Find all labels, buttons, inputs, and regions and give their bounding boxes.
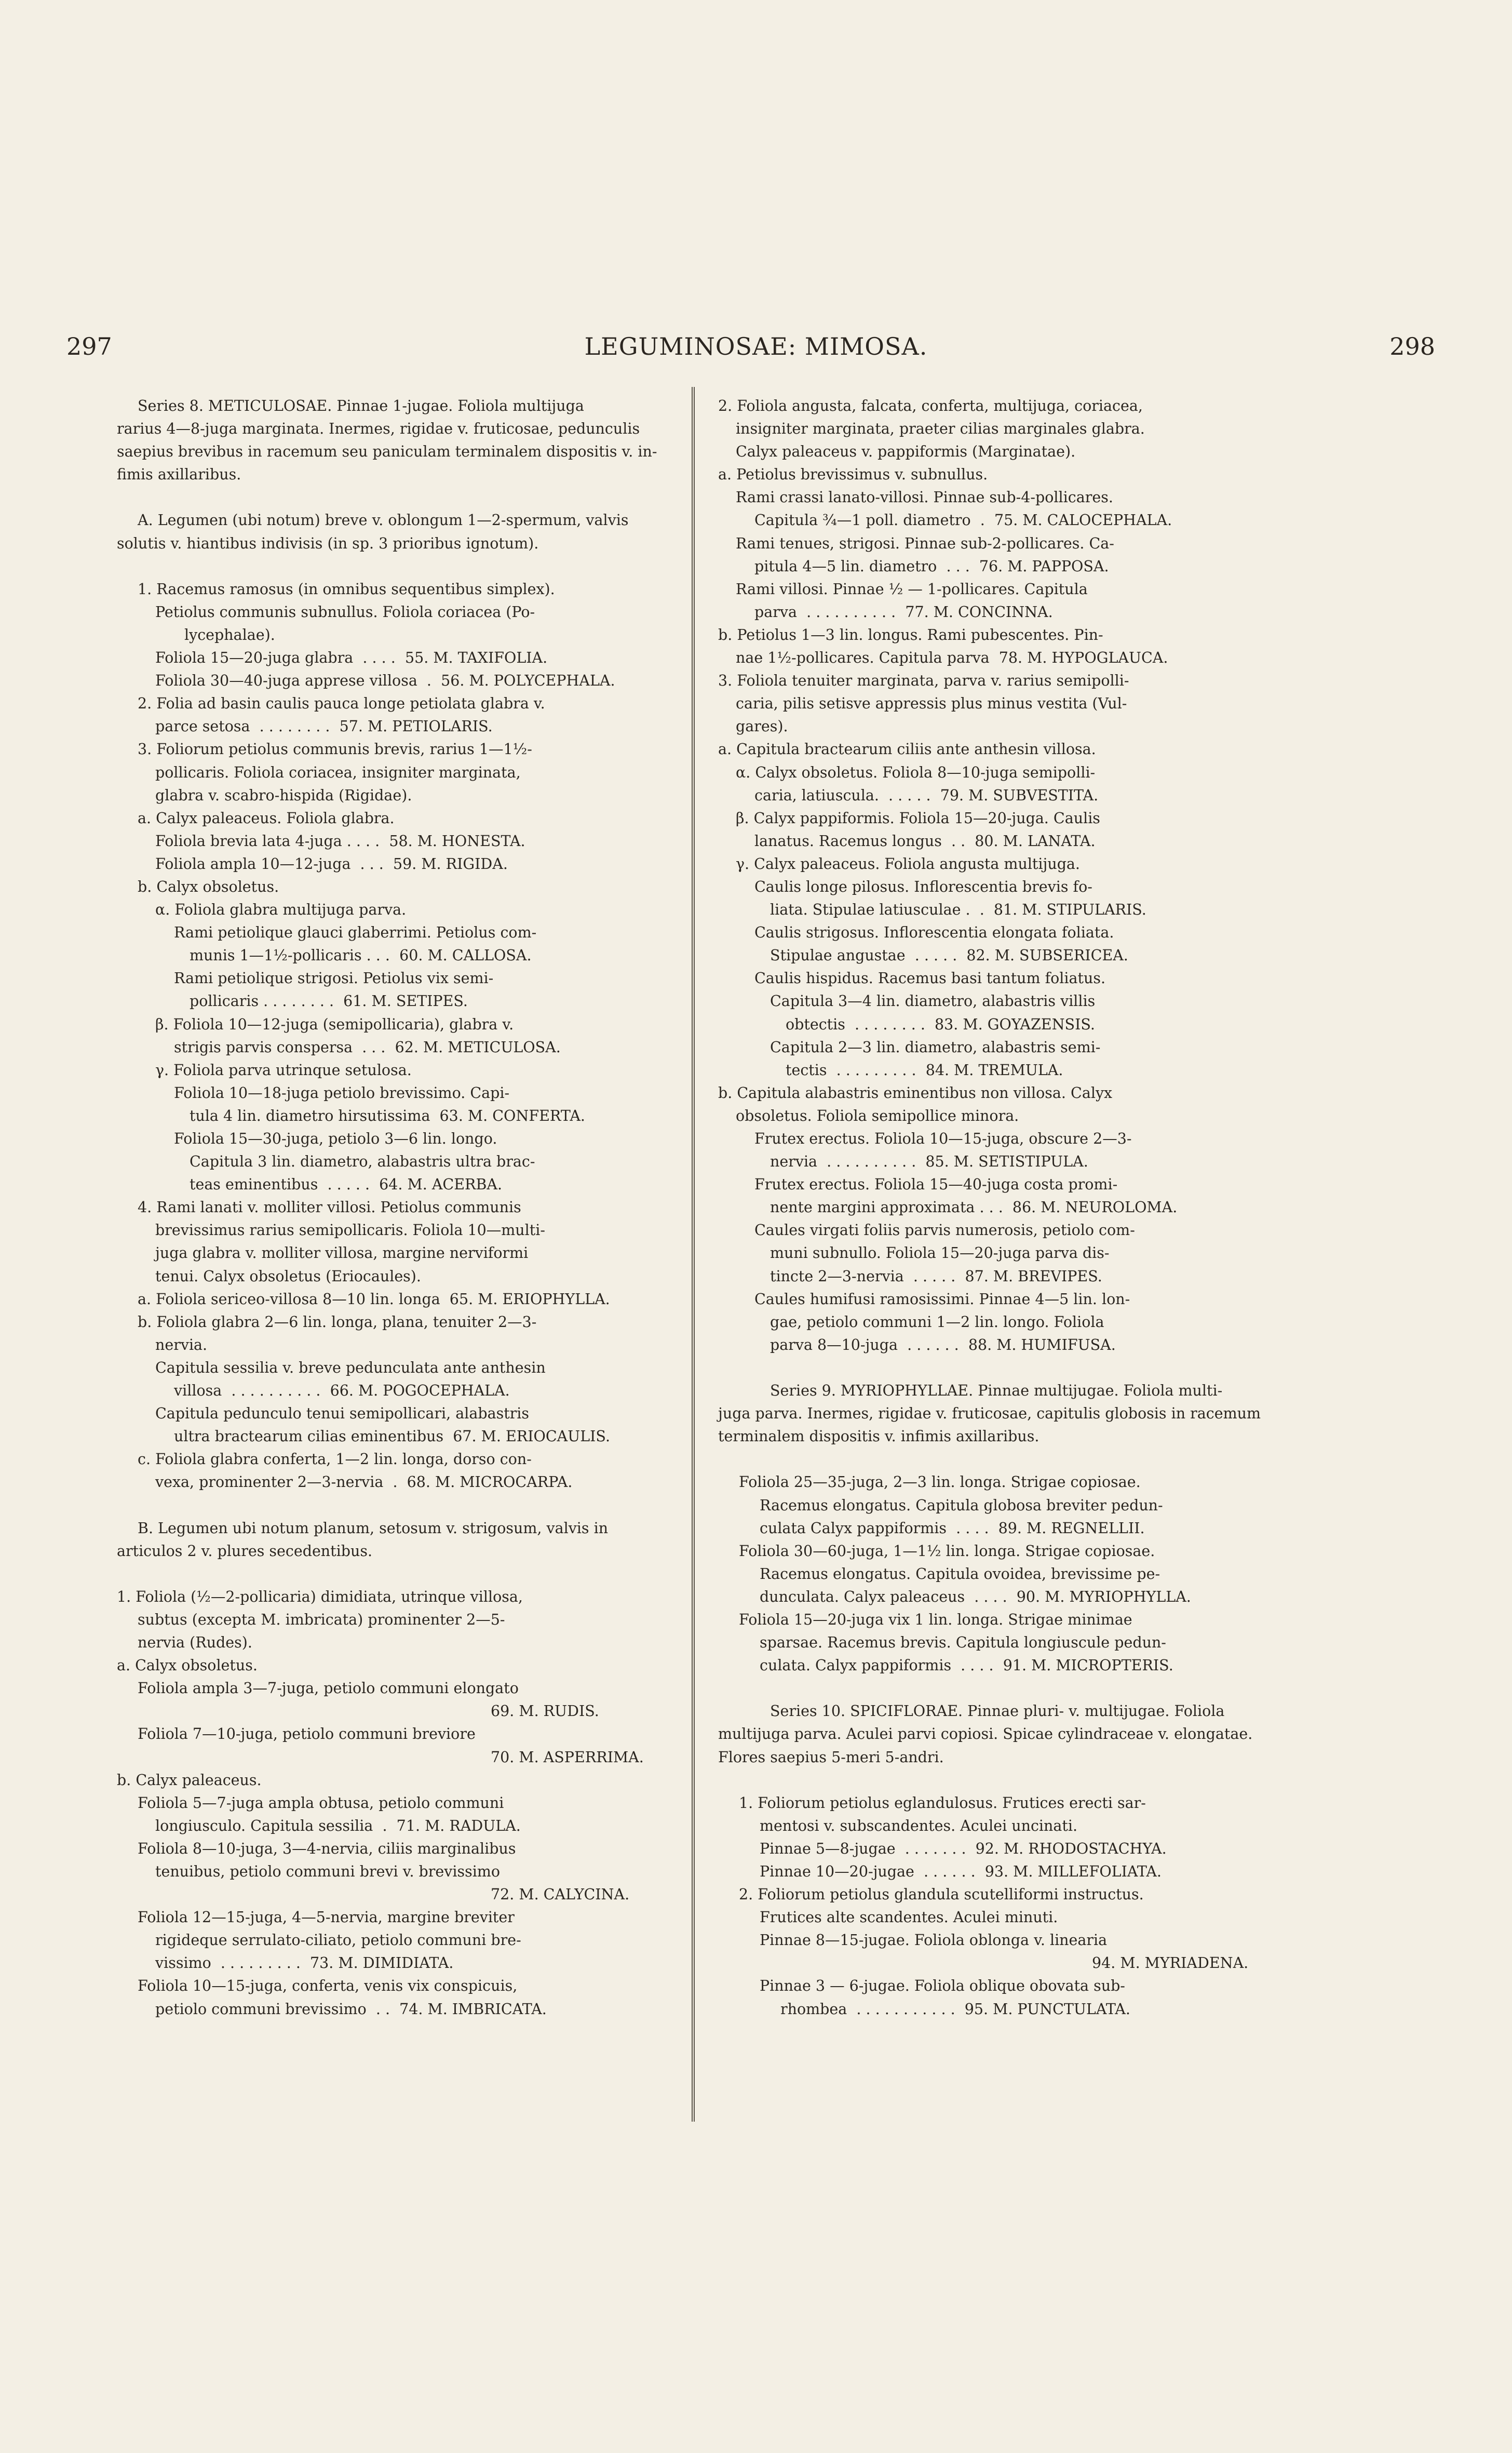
text-line: tincte 2—3-nervia . . . . . 87. M. BREVIPES.: [770, 1267, 1102, 1285]
text-line: culata Calyx pappiformis . . . . 89. M. REGNELLII.: [760, 1519, 1145, 1537]
text-line: 72. M. CALYCINA.: [491, 1886, 630, 1904]
text-line: Foliola 30—40-juga apprese villosa . 56. M. POLYCEPHALA.: [155, 672, 615, 690]
left-column: [117, 395, 678, 2021]
text-line: [117, 555, 678, 578]
text-line: brevissimus rarius semipollicaris. Foliola 10—multi-: [155, 1222, 545, 1239]
text-line: [117, 1563, 678, 1586]
text-line: dunculata. Calyx paleaceus . . . . 90. M. MYRIOPHYLLA.: [760, 1588, 1191, 1605]
text-line: fimis axillaribus.: [117, 466, 241, 484]
text-line: Foliola 7—10-juga, petiolo communi breviore: [138, 1725, 476, 1743]
text-line: [117, 1494, 678, 1517]
text-line: Calyx paleaceus v. pappiformis (Marginatae).: [736, 443, 1076, 461]
text-line: nervia.: [155, 1336, 208, 1353]
text-line: parva . . . . . . . . . . 77. M. CONCINNA.: [754, 603, 1053, 621]
text-line: Foliola 15—30-juga, petiolo 3—6 lin. longo.: [174, 1130, 497, 1147]
text-line: b. Capitula alabastris eminentibus non villosa. Calyx: [718, 1084, 1113, 1102]
text-line: Frutex erectus. Foliola 15—40-juga costa promi-: [754, 1176, 1118, 1194]
text-line: parva 8—10-juga . . . . . . 88. M. HUMIFUSA.: [770, 1336, 1116, 1353]
text-line: 3. Foliorum petiolus communis brevis, rarius 1—1½-: [138, 741, 532, 758]
text-line: rarius 4—8-juga marginata. Inermes, rigidae v. fruticosae, pedunculis: [117, 420, 640, 438]
text-line: α. Foliola glabra multijuga parva.: [155, 901, 407, 919]
text-line: β. Foliola 10—12-juga (semipollicaria), glabra v.: [155, 1015, 514, 1033]
text-line: tenuibus, petiolo communi brevi v. brevissimo: [155, 1863, 501, 1880]
text-line: juga parva. Inermes, rigidae v. fruticosae, capitulis globosis in racemum: [718, 1405, 1261, 1423]
text-line: 1. Racemus ramosus (in omnibus sequentibus simplex).: [138, 580, 555, 598]
text-line: 3. Foliola tenuiter marginata, parva v. rarius semipolli-: [718, 672, 1129, 690]
text-line: gae, petiolo communi 1—2 lin. longo. Foliola: [770, 1313, 1104, 1331]
text-line: Frutex erectus. Foliola 10—15-juga, obscure 2—3-: [754, 1130, 1132, 1147]
text-line: insigniter marginata, praeter cilias marginales glabra.: [736, 420, 1145, 438]
text-line: Rami petiolique glauci glaberrimi. Petiolus com-: [174, 924, 537, 942]
text-line: 2. Folia ad basin caulis pauca longe petiolata glabra v.: [138, 695, 545, 713]
text-line: Caulis longe pilosus. Inflorescentia brevis fo-: [754, 878, 1092, 895]
text-line: 4. Rami lanati v. molliter villosi. Petiolus communis: [138, 1199, 521, 1216]
text-line: nervia . . . . . . . . . . 85. M. SETISTIPULA.: [770, 1153, 1088, 1171]
text-line: obsoletus. Foliola semipollice minora.: [736, 1107, 1019, 1124]
text-line: Capitula 2—3 lin. diametro, alabastris semi-: [770, 1038, 1101, 1056]
text-line: Pinnae 10—20-jugae . . . . . . 93. M. MILLEFOLIATA.: [760, 1863, 1162, 1880]
right-column: [718, 395, 1331, 2021]
text-line: [718, 1769, 1331, 1792]
text-line: nente margini approximata . . . 86. M. NEUROLOMA.: [770, 1199, 1178, 1216]
text-line: Foliola 10—15-juga, conferta, venis vix conspicuis,: [138, 1977, 518, 1995]
text-line: Foliola brevia lata 4-juga . . . . 58. M. HONESTA.: [155, 832, 525, 850]
text-line: Foliola 15—20-juga glabra . . . . 55. M. TAXIFOLIA.: [155, 649, 548, 667]
text-line: [117, 486, 678, 509]
text-line: c. Foliola glabra conferta, 1—2 lin. longa, dorso con-: [138, 1451, 532, 1468]
text-line: Racemus elongatus. Capitula globosa breviter pedun-: [760, 1496, 1163, 1514]
text-line: A. Legumen (ubi notum) breve v. oblongum 1—2-spermum, valvis: [138, 512, 629, 529]
text-line: pollicaris . . . . . . . . 61. M. SETIPES.: [190, 993, 468, 1010]
text-line: Capitula sessilia v. breve pedunculata ante anthesin: [155, 1359, 546, 1376]
text-line: b. Petiolus 1—3 lin. longus. Rami pubescentes. Pin-: [718, 626, 1103, 644]
text-line: Foliola ampla 10—12-juga . . . 59. M. RIGIDA.: [155, 855, 508, 873]
text-line: tectis . . . . . . . . . 84. M. TREMULA.: [786, 1061, 1063, 1079]
text-line: b. Calyx paleaceus.: [117, 1771, 262, 1789]
text-line: Series 8. METICULOSAE. Pinnae 1-jugae. Foliola multijuga: [138, 397, 584, 414]
text-line: glabra v. scabro-hispida (Rigidae).: [155, 786, 412, 804]
text-line: 94. M. MYRIADENA.: [1092, 1954, 1249, 1972]
text-line: caria, pilis setisve appressis plus minus vestita (Vul-: [736, 695, 1127, 713]
text-line: Frutices alte scandentes. Aculei minuti.: [760, 1909, 1058, 1926]
text-line: 2. Foliorum petiolus glandula scutelliformi instructus.: [739, 1886, 1144, 1904]
text-line: Rami petiolique strigosi. Petiolus vix semi-: [174, 970, 494, 987]
text-line: a. Foliola sericeo-villosa 8—10 lin. longa 65. M. ERIOPHYLLA.: [138, 1290, 610, 1308]
text-line: Series 9. MYRIOPHYLLAE. Pinnae multijugae. Foliola multi-: [770, 1382, 1223, 1400]
text-line: multijuga parva. Aculei parvi copiosi. Spicae cylindraceae v. elongatae.: [718, 1725, 1253, 1743]
text-line: villosa . . . . . . . . . . 66. M. POGOCEPHALA.: [174, 1382, 510, 1400]
text-line: γ. Calyx paleaceus. Foliola angusta multijuga.: [736, 855, 1080, 873]
text-line: Series 10. SPICIFLORAE. Pinnae pluri- v. multijugae. Foliola: [770, 1703, 1225, 1720]
text-line: Rami tenues, strigosi. Pinnae sub-2-pollicares. Ca-: [736, 534, 1114, 552]
text-line: Capitula 3 lin. diametro, alabastris ultra brac-: [190, 1153, 535, 1171]
page-title: LEGUMINOSAE: MIMOSA.: [584, 332, 928, 360]
text-line: α. Calyx obsoletus. Foliola 8—10-juga semipolli-: [736, 763, 1096, 781]
text-line: ultra bractearum cilias eminentibus 67. M. ERIOCAULIS.: [174, 1428, 610, 1445]
text-line: tula 4 lin. diametro hirsutissima 63. M. CONFERTA.: [190, 1107, 585, 1124]
page-header: [0, 332, 1512, 374]
page-number-left: 297: [66, 332, 112, 360]
text-line: [718, 1448, 1331, 1471]
text-line: lanatus. Racemus longus . . 80. M. LANATA.: [754, 832, 1096, 850]
text-line: mentosi v. subscandentes. Aculei uncinati.: [760, 1817, 1077, 1834]
column-divider: [692, 387, 695, 2122]
text-line: Stipulae angustae . . . . . 82. M. SUBSERICEA.: [770, 947, 1128, 964]
text-line: subtus (excepta M. imbricata) prominenter 2—5-: [138, 1611, 505, 1628]
text-line: 1. Foliorum petiolus eglandulosus. Frutices erecti sar-: [739, 1794, 1146, 1812]
text-line: Foliola 10—18-juga petiolo brevissimo. Capi-: [174, 1084, 510, 1102]
text-line: pitula 4—5 lin. diametro . . . 76. M. PAPPOSA.: [754, 557, 1109, 575]
text-line: juga glabra v. molliter villosa, margine nerviformi: [155, 1244, 529, 1262]
text-line: nae 1½-pollicares. Capitula parva 78. M. HYPOGLAUCA.: [736, 649, 1168, 667]
text-line: liata. Stipulae latiusculae . . 81. M. STIPULARIS.: [770, 901, 1146, 919]
text-line: munis 1—1½-pollicaris . . . 60. M. CALLOSA.: [190, 947, 532, 964]
text-line: Petiolus communis subnullus. Foliola coriacea (Po-: [155, 603, 535, 621]
text-line: Rami villosi. Pinnae ½ — 1-pollicares. Capitula: [736, 580, 1088, 598]
text-line: a. Petiolus brevissimus v. subnullus.: [718, 466, 988, 484]
text-line: Flores saepius 5-meri 5-andri.: [718, 1748, 944, 1766]
text-line: Pinnae 8—15-jugae. Foliola oblonga v. linearia: [760, 1932, 1108, 1949]
text-line: strigis parvis conspersa . . . 62. M. METICULOSA.: [174, 1038, 561, 1056]
text-line: articulos 2 v. plures secedentibus.: [117, 1542, 373, 1560]
text-line: lycephalae).: [184, 626, 275, 644]
text-line: vissimo . . . . . . . . . 73. M. DIMIDIATA.: [155, 1954, 454, 1972]
text-line: rigideque serrulato-ciliato, petiolo communi bre-: [155, 1932, 521, 1949]
text-line: Caules virgati foliis parvis numerosis, petiolo com-: [754, 1222, 1135, 1239]
text-line: caria, latiuscula. . . . . . 79. M. SUBVESTITA.: [754, 786, 1099, 804]
text-line: γ. Foliola parva utrinque setulosa.: [155, 1061, 412, 1079]
text-line: 2. Foliola angusta, falcata, conferta, multijuga, coriacea,: [718, 397, 1143, 414]
text-line: Pinnae 3 — 6-jugae. Foliola oblique obovata sub-: [760, 1977, 1125, 1995]
text-line: nervia (Rudes).: [138, 1634, 252, 1652]
text-line: solutis v. hiantibus indivisis (in sp. 3 prioribus ignotum).: [117, 534, 539, 552]
text-line: sparsae. Racemus brevis. Capitula longiuscule pedun-: [760, 1634, 1166, 1652]
text-line: petiolo communi brevissimo . . 74. M. IMBRICATA.: [155, 2000, 547, 2018]
text-line: Caules humifusi ramosissimi. Pinnae 4—5 lin. lon-: [754, 1290, 1130, 1308]
text-line: pollicaris. Foliola coriacea, insigniter marginata,: [155, 763, 521, 781]
text-line: a. Calyx paleaceus. Foliola glabra.: [138, 809, 395, 827]
text-line: obtectis . . . . . . . . 83. M. GOYAZENSIS.: [786, 1015, 1095, 1033]
text-line: Racemus elongatus. Capitula ovoidea, brevissime pe-: [760, 1565, 1160, 1583]
text-line: Foliola 12—15-juga, 4—5-nervia, margine breviter: [138, 1909, 515, 1926]
text-line: B. Legumen ubi notum planum, setosum v. strigosum, valvis in: [138, 1519, 609, 1537]
text-line: 1. Foliola (½—2-pollicaria) dimidiata, utrinque villosa,: [117, 1588, 523, 1605]
text-line: Capitula pedunculo tenui semipollicari, alabastris: [155, 1405, 530, 1423]
text-line: Foliola 25—35-juga, 2—3 lin. longa. Strigae copiosae.: [739, 1473, 1141, 1491]
text-line: Pinnae 5—8-jugae . . . . . . . 92. M. RHODOSTACHYA.: [760, 1840, 1167, 1857]
text-line: Foliola 8—10-juga, 3—4-nervia, ciliis marginalibus: [138, 1840, 516, 1857]
text-line: rhombea . . . . . . . . . . . 95. M. PUNCTULATA.: [780, 2000, 1130, 2018]
text-line: Foliola 15—20-juga vix 1 lin. longa. Strigae minimae: [739, 1611, 1132, 1628]
text-line: parce setosa . . . . . . . . 57. M. PETIOLARIS.: [155, 718, 493, 735]
text-line: Foliola 5—7-juga ampla obtusa, petiolo communi: [138, 1794, 504, 1812]
text-line: Rami crassi lanato-villosi. Pinnae sub-4-pollicares.: [736, 489, 1113, 506]
text-line: b. Foliola glabra 2—6 lin. longa, plana, tenuiter 2—3-: [138, 1313, 537, 1331]
text-line: saepius brevibus in racemum seu paniculam terminalem dispositis v. in-: [117, 443, 657, 461]
text-line: β. Calyx pappiformis. Foliola 15—20-juga. Caulis: [736, 809, 1100, 827]
text-line: 69. M. RUDIS.: [491, 1703, 599, 1720]
text-line: Foliola 30—60-juga, 1—1½ lin. longa. Strigae copiosae.: [739, 1542, 1155, 1560]
text-line: 70. M. ASPERRIMA.: [491, 1748, 644, 1766]
page-number-right: 298: [1389, 332, 1435, 360]
text-line: tenui. Calyx obsoletus (Eriocaules).: [155, 1267, 421, 1285]
text-line: Caulis hispidus. Racemus basi tantum foliatus.: [754, 970, 1106, 987]
text-line: b. Calyx obsoletus.: [138, 878, 279, 895]
text-line: Foliola ampla 3—7-juga, petiolo communi elongato: [138, 1680, 519, 1697]
text-line: [718, 1677, 1331, 1700]
text-line: a. Capitula bractearum ciliis ante anthesin villosa.: [718, 741, 1096, 758]
text-line: vexa, prominenter 2—3-nervia . 68. M. MICROCARPA.: [155, 1473, 573, 1491]
text-line: a. Calyx obsoletus.: [117, 1657, 258, 1674]
text-line: Caulis strigosus. Inflorescentia elongata foliata.: [754, 924, 1114, 942]
text-line: Capitula 3—4 lin. diametro, alabastris villis: [770, 993, 1096, 1010]
text-line: muni subnullo. Foliola 15—20-juga parva dis-: [770, 1244, 1110, 1262]
text-line: longiusculo. Capitula sessilia . 71. M. RADULA.: [155, 1817, 521, 1834]
text-line: [718, 1357, 1331, 1379]
text-line: culata. Calyx pappiformis . . . . 91. M. MICROPTERIS.: [760, 1657, 1173, 1674]
text-line: teas eminentibus . . . . . 64. M. ACERBA.: [190, 1176, 503, 1194]
text-line: terminalem dispositis v. infimis axillaribus.: [718, 1428, 1040, 1445]
text-line: Capitula ¾—1 poll. diametro . 75. M. CALOCEPHALA.: [754, 512, 1172, 529]
text-line: gares).: [736, 718, 788, 735]
